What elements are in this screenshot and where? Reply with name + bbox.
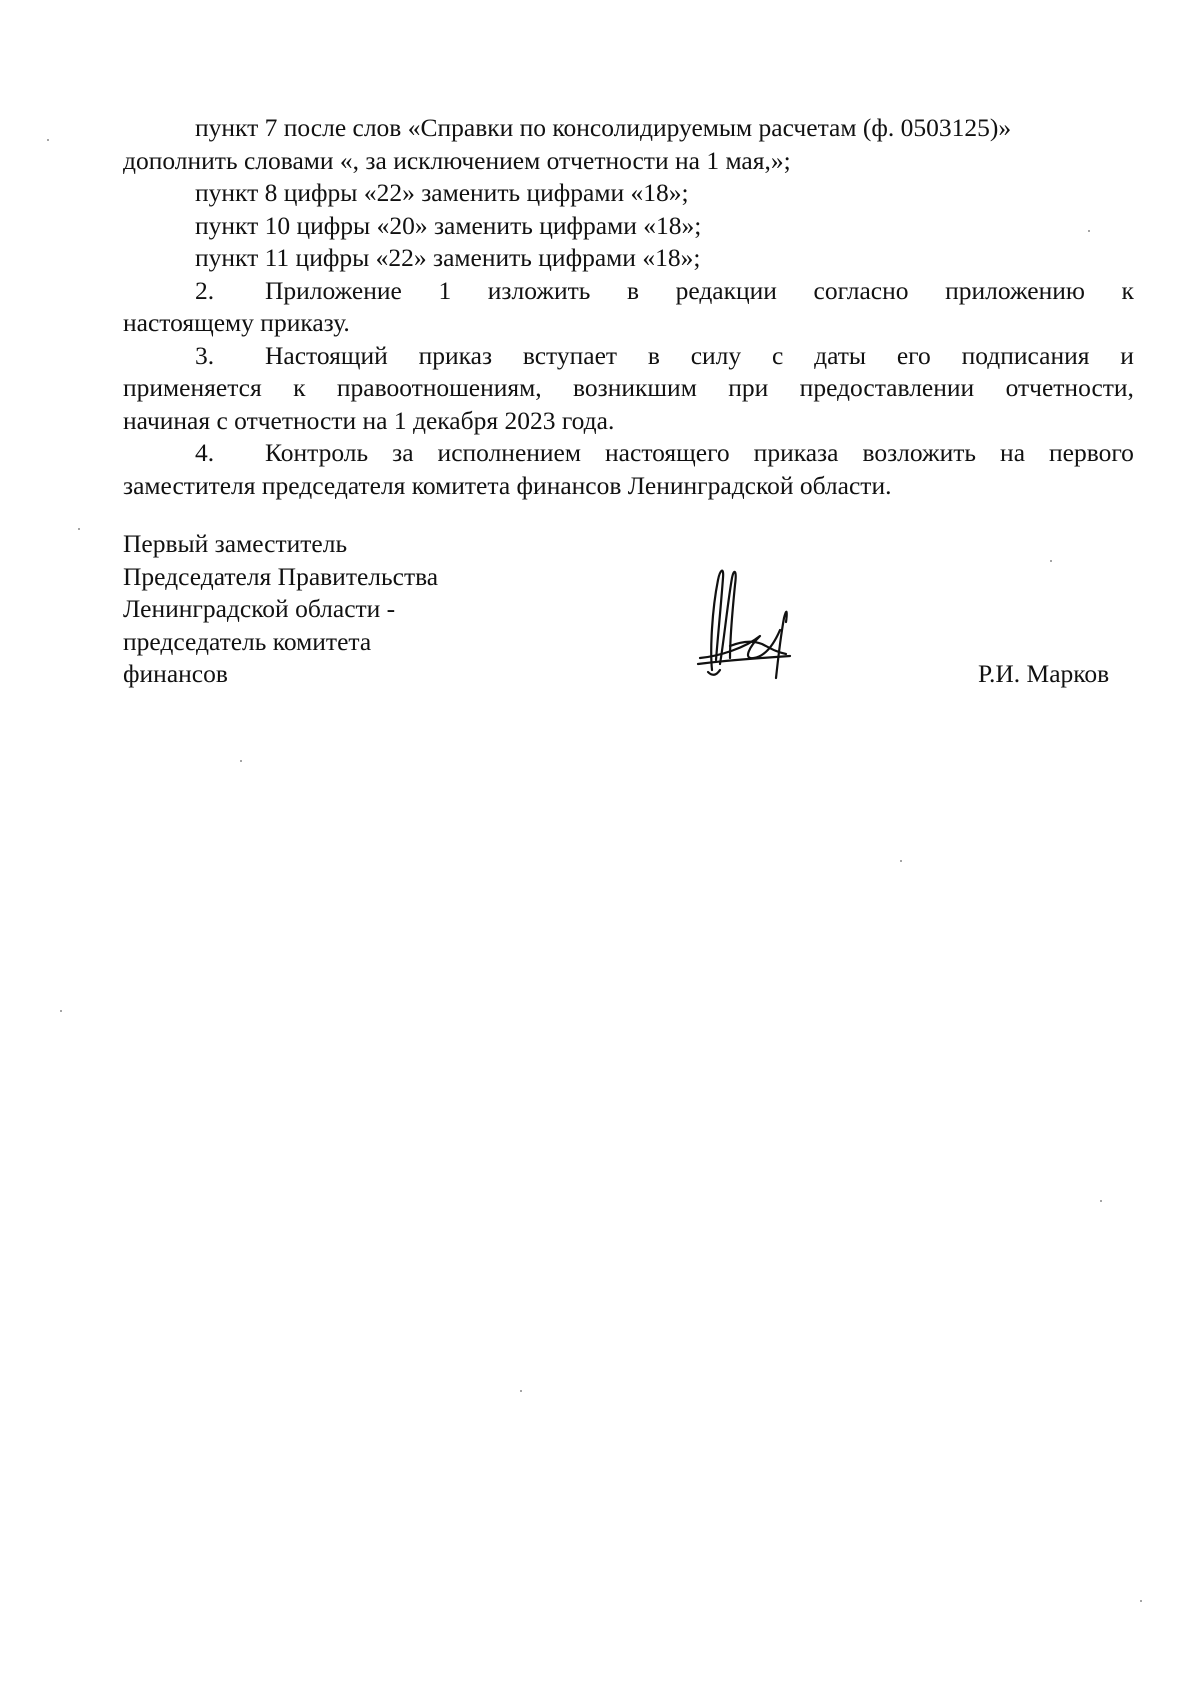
word: Контроль: [265, 438, 369, 467]
numbered-item-2-line1: [123, 275, 1134, 308]
word: к: [1121, 275, 1134, 305]
word: исполнением: [437, 438, 582, 467]
word: 1: [438, 275, 452, 305]
word: первого: [1049, 438, 1134, 467]
word: применяется: [123, 373, 262, 402]
scan-speck: [900, 860, 902, 862]
scan-speck: [1088, 230, 1090, 232]
word: изложить: [487, 275, 591, 305]
numbered-item-4-line2: заместителя председателя комитета финансов Ленинградской области.: [123, 470, 892, 500]
justified-text: [265, 340, 1134, 373]
scan-speck: [240, 760, 242, 762]
item-number: 2.: [195, 275, 215, 305]
word: за: [392, 438, 414, 467]
word: приложению: [945, 275, 1085, 305]
word: на: [1000, 438, 1026, 467]
word: правоотношениям,: [336, 373, 542, 402]
signatory-title-line: Первый заместитель: [123, 529, 348, 558]
signatory-name: Р.И. Марков: [978, 659, 1110, 688]
text-line: пункт 7 после слов «Справки по консолидируемым расчетам (ф. 0503125)»: [195, 113, 1012, 142]
word: с: [771, 340, 784, 370]
handwritten-signature-icon: [690, 560, 800, 680]
word: предоставлении: [799, 373, 975, 402]
signatory-title-line: финансов: [123, 659, 228, 688]
scan-speck: [1050, 560, 1052, 562]
word: к: [293, 373, 306, 402]
word: возникшим: [573, 373, 697, 402]
scan-speck: [1140, 1600, 1142, 1602]
numbered-item-3-line3: начиная с отчетности на 1 декабря 2023 года.: [123, 405, 615, 435]
scan-speck: [60, 1010, 62, 1012]
word: силу: [690, 340, 742, 370]
word: в: [647, 340, 660, 370]
numbered-item-4-line1: [123, 437, 1134, 470]
signatory-title: [123, 528, 438, 691]
word: вступает: [522, 340, 618, 370]
item-number: 4.: [195, 438, 215, 467]
word: подписания: [961, 340, 1090, 370]
numbered-item-3-line1: [123, 340, 1134, 373]
word: редакции: [675, 275, 777, 305]
justified-text: [265, 437, 1134, 470]
scan-speck: [520, 1390, 522, 1392]
paragraph-item10: пункт 10 цифры «20» заменить цифрами «18»;: [195, 210, 702, 240]
word: согласно: [813, 275, 909, 305]
justified-text: [265, 275, 1134, 308]
scan-speck: [1100, 1200, 1102, 1202]
scan-speck: [47, 139, 49, 141]
word: его: [896, 340, 931, 370]
word: при: [728, 373, 769, 402]
word: приказ: [418, 340, 493, 370]
word: Приложение: [265, 275, 402, 305]
word: приказа: [753, 438, 839, 467]
word: в: [626, 275, 640, 305]
word: настоящего: [605, 438, 730, 467]
word: и: [1120, 340, 1134, 370]
signatory-title-line: Председателя Правительства: [123, 561, 439, 591]
word: отчетности,: [1005, 373, 1134, 402]
word: Настоящий: [265, 340, 388, 370]
paragraph-item7-line1: [123, 112, 1134, 145]
paragraph-item11: пункт 11 цифры «22» заменить цифрами «18»;: [195, 243, 701, 272]
paragraph-item7-line2: дополнить словами «, за исключением отчетности на 1 мая,»;: [123, 145, 791, 175]
item-number: 3.: [195, 340, 215, 370]
numbered-item-3-line2: [123, 372, 1134, 405]
document-body: [123, 112, 1134, 502]
signatory-title-line: председатель комитета: [123, 626, 372, 656]
word: даты: [814, 340, 867, 370]
scan-speck: [78, 528, 80, 530]
numbered-item-2-line2: настоящему приказу.: [123, 308, 350, 337]
paragraph-item8: пункт 8 цифры «22» заменить цифрами «18»;: [195, 178, 689, 207]
word: возложить: [862, 438, 977, 467]
signatory-title-line: Ленинградской области -: [123, 594, 396, 623]
